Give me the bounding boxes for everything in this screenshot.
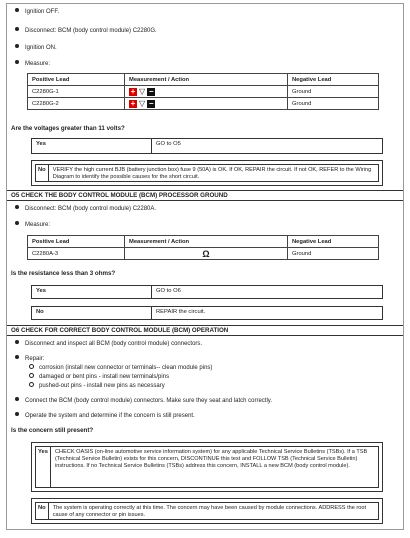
- header-positive-lead: Positive Lead: [28, 236, 125, 248]
- bullet-operate-system: Operate the system and determine if the concern is still present.: [15, 412, 195, 420]
- answer-key-no: No: [36, 503, 49, 519]
- table-row: [28, 98, 379, 110]
- bullet-dot: [15, 27, 19, 31]
- bullet-dot: [15, 44, 19, 48]
- positive-lead-cell: C2280G-1: [28, 86, 125, 98]
- table-row: [28, 248, 379, 260]
- answer-yes-o5: [31, 285, 383, 299]
- section-title-o6: O6 CHECK FOR CORRECT BODY CONTROL MODULE (BCM) OPERATION: [7, 325, 403, 336]
- sub-bullet-icon: [29, 382, 34, 387]
- answer-no-inner: [35, 164, 379, 182]
- bullet-dot: [15, 205, 19, 209]
- bullet-ignition-on: Ignition ON.: [15, 44, 57, 52]
- header-positive-lead: Positive Lead: [28, 74, 125, 86]
- answer-text-no: The system is operating correctly at this time. The concern may have been caused by module connections. ADDRESS the root cause of any connector or pin issues.: [52, 505, 367, 518]
- measurement-cell: [125, 86, 288, 98]
- bullet-dot: [15, 60, 19, 64]
- bullet-ignition-off: Ignition OFF.: [15, 8, 59, 16]
- bullet-dot: [15, 355, 19, 359]
- bullet-dot: [15, 221, 19, 225]
- voltmeter-icon: + ▽ −: [130, 86, 154, 96]
- answer-no-o4: [31, 160, 383, 186]
- question-resistance: Is the resistance less than 3 ohms?: [11, 270, 116, 277]
- negative-lead-cell: Ground: [288, 248, 379, 260]
- header-negative-lead: Negative Lead: [288, 74, 379, 86]
- answer-yes-inner: [35, 446, 379, 488]
- voltmeter-icon: + ▽ −: [130, 98, 154, 108]
- bullet-connect-bcm: Connect the BCM (body control module) connectors. Make sure they seat and latch correctly.: [15, 397, 272, 405]
- question-concern: Is the concern still present?: [11, 427, 94, 434]
- answer-key-no: No: [36, 165, 49, 181]
- answer-no-o5: [31, 306, 383, 320]
- positive-lead-cell: C2280G-2: [28, 98, 125, 110]
- bullet-measure: Measure:: [15, 60, 50, 68]
- question-voltage: Are the voltages greater than 11 volts?: [11, 125, 125, 132]
- negative-lead-cell: Ground: [288, 86, 379, 98]
- answer-key-no: No: [32, 307, 152, 319]
- sub-bullet-icon: [29, 364, 34, 369]
- header-negative-lead: Negative Lead: [288, 236, 379, 248]
- header-measurement-action: Measurement / Action: [125, 236, 288, 248]
- positive-lead-cell: C2280A-3: [28, 248, 125, 260]
- answer-yes-o6: [31, 442, 383, 492]
- measurement-cell: [125, 98, 288, 110]
- answer-key-yes: Yes: [32, 139, 152, 153]
- measurement-cell: [125, 248, 288, 260]
- repair-item: corrosion (install new connector or terminals-- clean module pins): [29, 364, 212, 372]
- section-title-o5: O5 CHECK THE BODY CONTROL MODULE (BCM) PROCESSOR GROUND: [7, 190, 403, 201]
- bullet-dot: [15, 340, 19, 344]
- measurement-table-o4: [27, 73, 379, 110]
- bullet-dot: [15, 412, 19, 416]
- answer-text-no: VERIFY the high current BJB (battery junction box) fuse 9 (50A) is OK. If OK, REPAIR the circuit. If not OK, REFER to the Wiring Diagram to identify the possible causes for the short circuit.: [52, 167, 372, 180]
- document-page: [6, 3, 404, 530]
- answer-text-yes: GO to O5: [156, 141, 181, 147]
- sub-bullet-icon: [29, 373, 34, 378]
- header-measurement-action: Measurement / Action: [125, 74, 288, 86]
- answer-key-yes: Yes: [32, 286, 152, 298]
- answer-text-yes: GO to O6: [156, 288, 181, 294]
- answer-no-o6: [31, 498, 383, 524]
- bullet-disconnect-c2280a: Disconnect: BCM (body control module) C2280A.: [15, 205, 156, 213]
- repair-item: damaged or bent pins - install new terminals/pins: [29, 373, 169, 381]
- bullet-dot: [15, 8, 19, 12]
- measurement-table-o5: [27, 235, 379, 260]
- bullet-disconnect-inspect: Disconnect and inspect all BCM (body control module) connectors.: [15, 340, 202, 348]
- answer-key-yes: Yes: [36, 447, 51, 487]
- bullet-dot: [15, 397, 19, 401]
- answer-text-no: REPAIR the circuit.: [156, 309, 206, 315]
- bullet-measure: Measure:: [15, 221, 50, 229]
- repair-item: pushed-out pins - install new pins as necessary: [29, 382, 165, 390]
- ohmmeter-icon: Ω: [202, 248, 210, 259]
- bullet-disconnect-c2280g: Disconnect: BCM (body control module) C2280G.: [15, 27, 157, 35]
- negative-lead-cell: Ground: [288, 98, 379, 110]
- answer-no-inner: [35, 502, 379, 520]
- answer-text-yes: CHECK OASIS (on-line automotive service information system) for any applicable Technical Service Bulletins (TSBs). If a TSB (Technical Service Bulletin) exists for this concern, DISCONTINUE this test and FOLLOW TSB (Technical Service Bulletin) instructions. If no Technical Service Bulletins (TSBs) address this concern, INSTALL a new BCM (body control module).: [55, 449, 368, 469]
- bullet-repair: Repair:: [15, 355, 44, 363]
- answer-yes-o4: [31, 138, 383, 154]
- table-row: [28, 86, 379, 98]
